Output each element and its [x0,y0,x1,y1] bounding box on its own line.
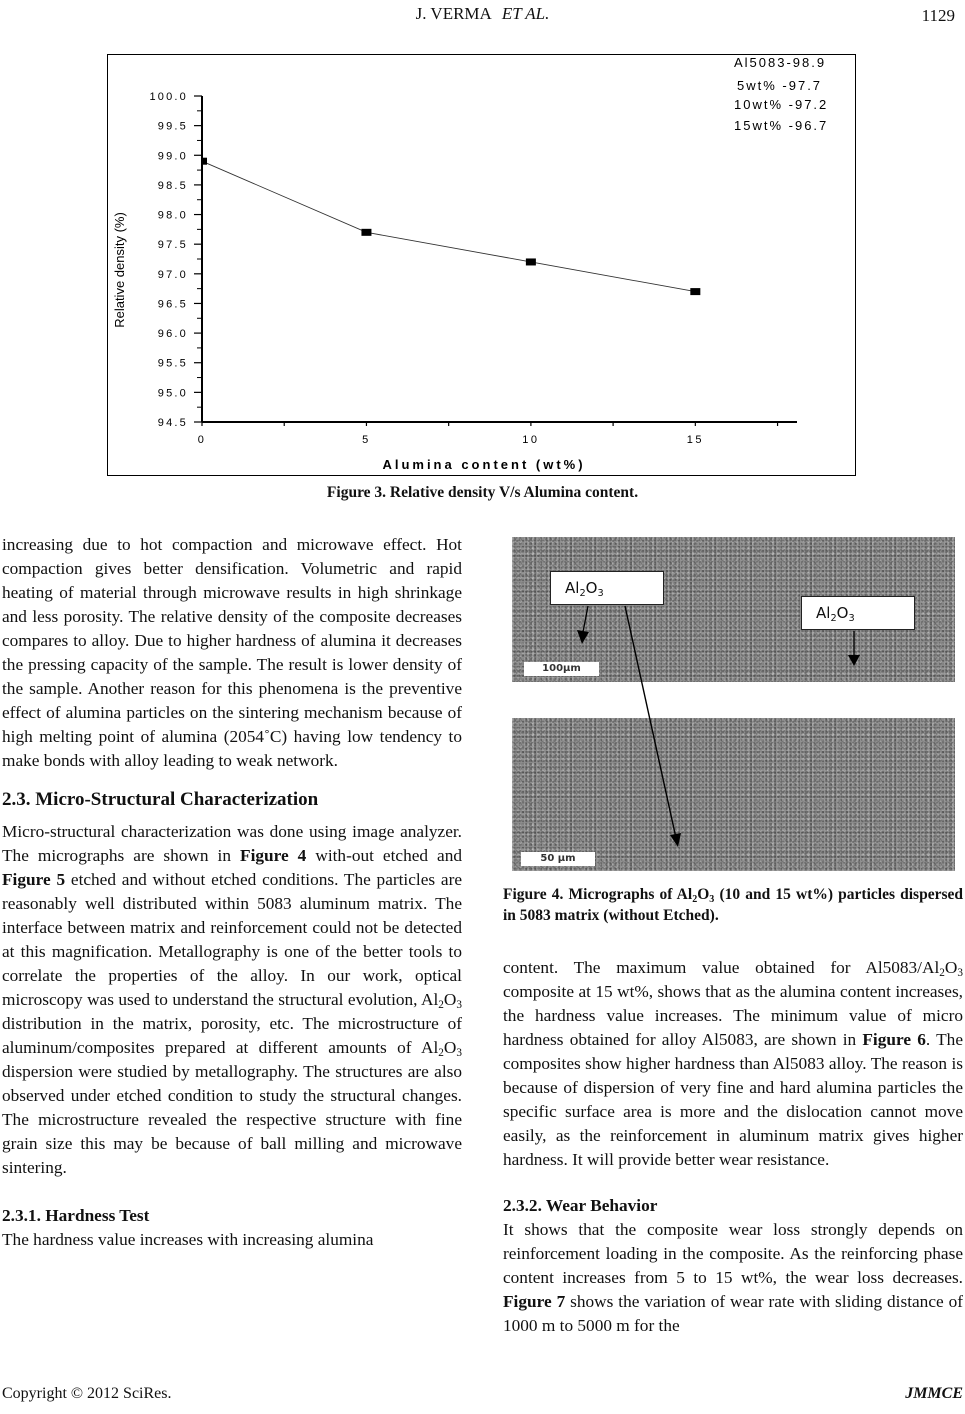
subscript: 3 [456,999,462,1011]
subscript: 2 [830,613,837,624]
label-text: Al [565,579,580,597]
text-run: content. The maximum value obtained for Al5083/Al [503,958,940,977]
y-tick-label: 95.5 [157,357,188,370]
caption-text: Figure 4. Micrographs of Al [503,886,693,903]
text-run: O [443,990,457,1009]
subscript: 2 [438,1047,444,1059]
label-text: O [585,579,598,597]
al2o3-label-right [801,596,915,630]
y-tick-label: 96.5 [157,298,188,311]
al2o3-label-left [550,571,664,605]
series-line [202,161,695,291]
label-text: Al [816,604,831,622]
right-column [503,956,963,1338]
section-heading-2-3-2: 2.3.2. Wear Behavior [503,1196,658,1215]
figure-6-reference[interactable]: Figure 6 [862,1030,926,1049]
subscript: 3 [597,588,604,599]
value-annotation: Al5083-98.9 [734,55,827,70]
y-tick-label: 97.0 [157,268,188,281]
value-annotation: 5wt% -97.7 [737,78,823,93]
y-tick-label: 99.5 [157,120,188,133]
caption-text: O [697,886,710,903]
footer-copyright: Copyright © 2012 SciRes. [2,1385,172,1402]
figure-5-reference[interactable]: Figure 5 [2,870,66,889]
micrograph-bottom [512,718,955,871]
subscript: 2 [438,999,444,1011]
paragraph-microstructure [2,820,462,1180]
y-axis-label: Relative density (%) [112,212,127,328]
text-run: dispersion were studied by metallography. The structures are also observed under etched condition to study the structural changes. The microstructure revealed the respective structure with fine grain size this may be because of ball milling and microwave sintering. [2,1062,462,1177]
figure-3-caption: Figure 3. Relative density V/s Alumina content. [326,484,639,501]
paragraph-density-discussion: increasing due to hot compaction and microwave effect. Hot compaction gives better densification. Volumetric and rapid heating of material through microwave results in high shrinkage and less porosity. The relative density of the composite decreases compares to alloy. Due to higher hardness of alumina it decreases the pressing capacity of the sample. The result is lower density of the sample. Another reason for this phenomena is the preventive effect of alumina particles on the sintering mechanism because of high melting point of alumina (2054˚C) having low tendency to make bonds with alloy leading to weak network. [2,535,462,770]
y-tick-label: 98.5 [157,179,188,192]
text-run: etched and without etched conditions. The particles are reasonably well distributed within 5083 aluminum matrix. The interface between matrix and reinforcement could not be detected at this magnification. Metallography is one of the better tools to correlate the properties of the alloy. In our work, optical microscopy was used to understand the structural evolution, Al [2,870,462,1009]
x-tick-label: 15 [686,434,704,446]
subscript: 3 [709,894,715,905]
y-tick-label: 98.0 [157,209,188,222]
x-tick-label: 0 [197,434,207,446]
running-head-authors: J. VERMA [415,4,492,23]
figure-3-chart [107,54,856,476]
section-heading-2-3: 2.3. Micro-Structural Characterization [2,789,319,810]
y-tick-label: 99.0 [157,150,188,163]
paragraph-hardness: The hardness value increases with increasing alumina [2,1230,374,1249]
label-text: O [836,604,849,622]
y-tick-label: 97.5 [157,239,188,252]
subscript: 3 [957,967,963,979]
figure-4-reference[interactable]: Figure 4 [240,846,307,865]
y-tick-label: 100.0 [149,91,188,103]
text-run: distribution in the matrix, porosity, etc. The microstructure of aluminum/composites prepared at different amounts of Al [2,1014,462,1057]
running-head-et-al: ET AL. [501,4,550,23]
data-point-marker [361,229,371,236]
text-run: Micro-structural characterization was done using image analyzer. The micrographs are shown in [2,822,462,865]
data-point-marker [201,158,207,165]
text-run: with-out etched and [306,846,462,865]
text-run: O [944,958,958,977]
figure-7-reference[interactable]: Figure 7 [503,1292,566,1311]
text-run: It shows that the composite wear loss strongly depends on reinforcement loading in the composite. As the reinforcing phase content increases from 5 to 15 wt%, the wear loss decreases. [503,1220,963,1287]
left-column [2,533,462,1252]
y-tick-label: 94.5 [157,417,188,429]
paragraph-wear-behavior [503,1218,963,1338]
scale-bar-100um: 100µm [524,662,599,676]
data-point-marker [690,288,700,295]
figure-4-caption [503,884,963,926]
footer-journal: JMMCE [905,1385,963,1402]
subscript: 2 [579,588,586,599]
paragraph-hardness-continued [503,956,963,1172]
text-run: . The composites show higher hardness than Al5083 alloy. The reason is because of dispersion of very fine and hard alumina particles the specific surface area is more and the dislocation cannot move easily, as the reinforcement in aluminum matrix gives higher hardness. It will provide better wear resistance. [503,1030,963,1169]
value-annotation: 15wt% -96.7 [734,118,829,133]
section-heading-2-3-1: 2.3.1. Hardness Test [2,1206,150,1225]
x-axis-label: Alumina content (wt%) [382,457,586,472]
x-tick-label: 10 [522,434,540,446]
scale-bar-50um: 50 µm [521,852,595,866]
subscript: 3 [456,1047,462,1059]
y-tick-label: 95.0 [157,387,188,400]
data-point-marker [526,258,536,265]
text-run: shows the variation of wear rate with sliding distance of 1000 m to 5000 m for the [503,1292,963,1335]
subscript: 2 [692,894,698,905]
running-head [0,4,965,24]
subscript: 3 [848,613,855,624]
subscript: 2 [939,967,945,979]
page-number: 1129 [921,6,955,25]
text-run: O [443,1038,457,1057]
caption-text: (10 and 15 wt%) particles dispersed in 5083 matrix (without Etched). [503,886,964,924]
text-run: composite at 15 wt%, shows that as the alumina content increases, the hardness value increases. The minimum value of micro hardness obtained for alloy Al5083, are shown in [503,982,963,1049]
value-annotation: 10wt% -97.2 [734,97,829,112]
y-tick-label: 96.0 [157,328,188,341]
x-tick-label: 5 [362,434,371,446]
